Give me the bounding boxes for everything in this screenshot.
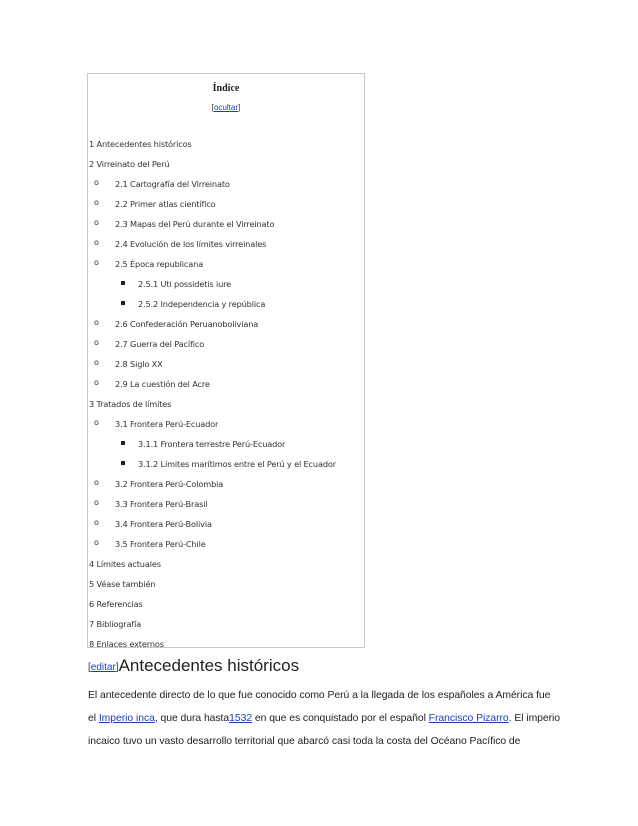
bullet-circle-icon: o xyxy=(94,357,99,367)
toc-entry[interactable]: 5 Véase también xyxy=(89,578,156,589)
paragraph-text: en que es conquistado por el español xyxy=(252,713,429,724)
toc-hide-link[interactable]: ocultar xyxy=(213,103,238,112)
bullet-circle-icon: o xyxy=(94,257,99,267)
bullet-circle-icon: o xyxy=(94,497,99,507)
paragraph-line-2 xyxy=(88,713,561,724)
toc-entry[interactable]: 2.5 Época republicana xyxy=(115,258,204,269)
link-imperio-inca[interactable]: Imperio inca xyxy=(98,713,155,724)
edit-open-bracket: [ xyxy=(88,662,91,673)
section-heading-text: Antecedentes históricos xyxy=(118,656,300,675)
edit-link[interactable]: editar xyxy=(90,662,116,673)
paragraph-text: . El imperio xyxy=(508,713,561,724)
bullet-circle-icon: o xyxy=(94,237,99,247)
toc-entry[interactable]: 2.1 Cartografía del Virreinato xyxy=(115,178,230,189)
edit-control xyxy=(88,662,119,673)
paragraph-text: el xyxy=(88,713,99,724)
edit-close-bracket: ] xyxy=(115,662,119,673)
toc-hide-close-bracket: ] xyxy=(238,103,241,112)
toc-entry[interactable]: 3.1.2 Límites marítimos entre el Perú y el Ecuador xyxy=(138,458,336,469)
toc-entry[interactable]: 3.4 Frontera Perú-Bolivia xyxy=(115,518,212,529)
toc-entry[interactable]: 7 Bibliografía xyxy=(89,618,142,629)
section-heading xyxy=(88,656,299,676)
bullet-circle-icon: o xyxy=(94,177,99,187)
toc-hide-control xyxy=(88,103,364,112)
bullet-circle-icon: o xyxy=(94,217,99,227)
bullet-circle-icon: o xyxy=(94,337,99,347)
paragraph-text: , que dura hasta xyxy=(154,713,230,724)
bullet-square-icon xyxy=(121,461,125,465)
toc-entry[interactable]: 4 Límites actuales xyxy=(89,558,161,569)
toc-entry[interactable]: 2.4 Evolución de los límites virreinales xyxy=(115,238,267,249)
toc-entry[interactable]: 2.2 Primer atlas científico xyxy=(115,198,216,209)
bullet-circle-icon: o xyxy=(94,477,99,487)
paragraph-line-3: incaico tuvo un vasto desarrollo territorial que abarcó casi toda la costa del Océano Pacífico de xyxy=(88,736,521,747)
toc-entry[interactable]: 2.5.2 Independencia y república xyxy=(138,298,266,309)
toc-title: Índice xyxy=(212,83,240,94)
toc-entry[interactable]: 3.2 Frontera Perú-Colombia xyxy=(115,478,224,489)
bullet-circle-icon: o xyxy=(94,537,99,547)
bullet-circle-icon: o xyxy=(94,517,99,527)
table-of-contents xyxy=(87,73,365,648)
toc-entry[interactable]: 3 Tratados de límites xyxy=(89,398,172,409)
toc-entry[interactable]: 3.5 Frontera Perú-Chile xyxy=(115,538,206,549)
bullet-circle-icon: o xyxy=(94,197,99,207)
toc-entry[interactable]: 2.7 Guerra del Pacífico xyxy=(115,338,205,349)
bullet-square-icon xyxy=(121,281,125,285)
bullet-circle-icon: o xyxy=(94,317,99,327)
link-1532[interactable]: 1532 xyxy=(229,713,253,724)
bullet-circle-icon: o xyxy=(94,417,99,427)
toc-entry[interactable]: 2.3 Mapas del Perú durante el Virreinato xyxy=(115,218,275,229)
toc-hide-open-bracket: [ xyxy=(211,103,214,112)
toc-entry[interactable]: 3.1 Frontera Perú-Ecuador xyxy=(115,418,219,429)
link-francisco-pizarro[interactable]: Francisco Pizarro xyxy=(428,713,509,724)
toc-entry[interactable]: 1 Antecedentes históricos xyxy=(89,139,192,149)
toc-entry[interactable]: 6 Referencias xyxy=(89,598,143,609)
bullet-square-icon xyxy=(121,441,125,445)
toc-entry[interactable]: 3.3 Frontera Perú-Brasil xyxy=(115,498,208,509)
paragraph-line-1: El antecedente directo de lo que fue conocido como Perú a la llegada de los españoles a América fue xyxy=(88,690,551,701)
toc-entry[interactable]: 8 Enlaces externos xyxy=(89,638,164,649)
toc-entry[interactable]: 2.8 Siglo XX xyxy=(115,358,163,369)
toc-entry[interactable]: 2 Virreinato del Perú xyxy=(89,158,170,169)
bullet-circle-icon: o xyxy=(94,377,99,387)
toc-entry[interactable]: 2.6 Confederación Peruanoboliviana xyxy=(115,318,259,329)
toc-entry[interactable]: 3.1.1 Frontera terrestre Perú-Ecuador xyxy=(138,438,286,449)
toc-entry[interactable]: 2.9 La cuestión del Acre xyxy=(115,378,210,389)
bullet-square-icon xyxy=(121,301,125,305)
toc-entry[interactable]: 2.5.1 Uti possidetis iure xyxy=(138,278,232,289)
